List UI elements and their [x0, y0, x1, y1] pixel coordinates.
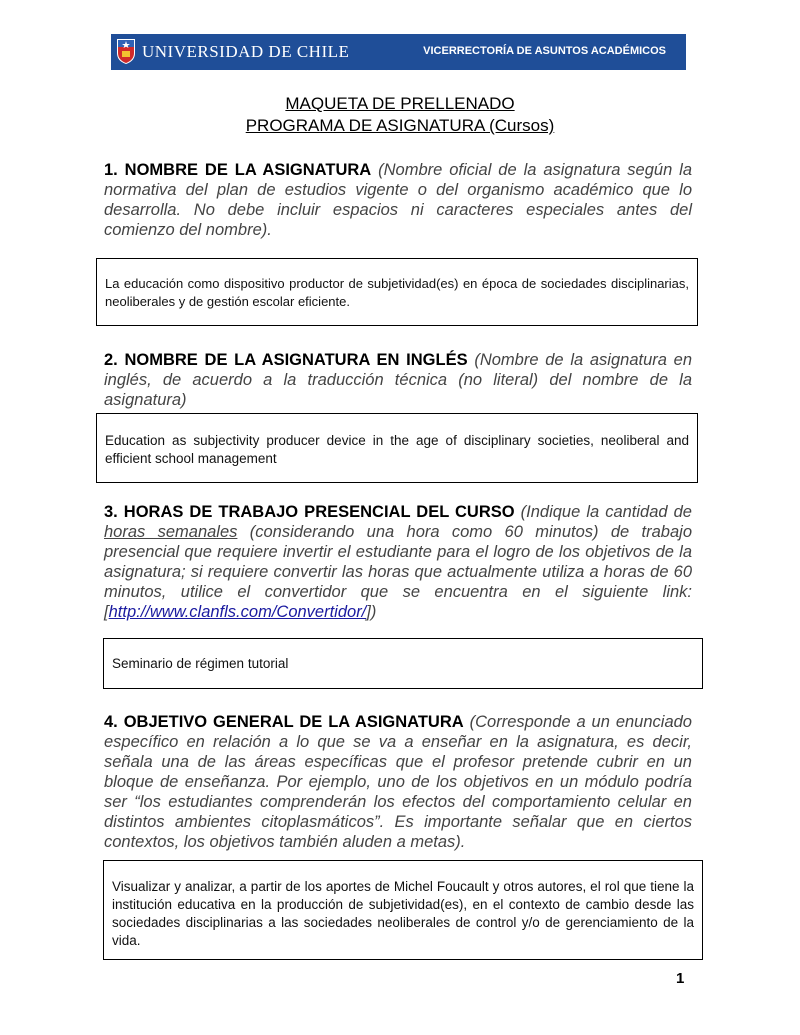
section-description: (Corresponde a un enunciado específico en relación a lo que se va a enseñar en la asignatura, es decir, señala una de las áreas específicas que el profesor pretende cubrir en un bloque de enseñanza. Por ejemplo, uno de los objetivos en un módulo podría ser “los estudiantes comprenderán los efectos del comportamiento celular en distintos ambientes citoplasmáticos”. Es importante señalar que en ciertos contextos, los objetivos también aluden a metas).: [104, 713, 692, 851]
university-shield-icon: [116, 37, 136, 65]
answer-text: La educación como dispositivo productor de subjetividad(es) en época de sociedades disciplinarias, neoliberales y de gestión escolar eficiente.: [105, 276, 689, 309]
section-1-heading: [104, 160, 692, 240]
answer-text: Seminario de régimen tutorial: [112, 656, 289, 671]
document-title: MAQUETA DE PRELLENADO: [285, 94, 515, 113]
vicerrectoria-label: VICERRECTORÍA DE ASUNTOS ACADÉMICOS: [423, 45, 666, 57]
section-description: (Nombre de la asignatura en inglés, de acuerdo a la traducción técnica (no literal) del nombre de la asignatura): [104, 351, 693, 409]
answer-text: Visualizar y analizar, a partir de los aportes de Michel Foucault y otros autores, el rol que tiene la institución educativa en la producción de subjetividad(es), en el contexto de cambio desde las sociedades disciplinarias a las sociedades neoliberales de control y/o de gerenciamiento de la vida.: [112, 879, 694, 948]
section-description: (Nombre oficial de la asignatura según la normativa del plan de estudios vigente o del organismo académico que lo desarrolla. No debe incluir espacios ni caracteres especiales antes del comienzo del nombre).: [104, 161, 692, 239]
underlined-text: horas semanales: [104, 523, 238, 541]
university-name: UNIVERSIDAD DE CHILE: [142, 42, 350, 61]
section-heading: 3. HORAS DE TRABAJO PRESENCIAL DEL CURSO: [104, 503, 515, 521]
header-banner: [111, 34, 686, 70]
answer-box-1: [96, 258, 698, 326]
section-3-heading: [104, 502, 692, 622]
answer-text: Education as subjectivity producer device in the age of disciplinary societies, neoliberal and efficient school management: [105, 433, 689, 466]
answer-box-2: [96, 413, 698, 483]
answer-box-3: [103, 638, 703, 689]
section-description: ]): [366, 603, 377, 621]
section-heading: 4. OBJETIVO GENERAL DE LA ASIGNATURA: [104, 713, 464, 731]
convertidor-link[interactable]: http://www.clanfls.com/Convertidor/: [108, 603, 367, 621]
section-description: (Indique la cantidad de: [520, 503, 692, 521]
document-subtitle: PROGRAMA DE ASIGNATURA (Cursos): [245, 116, 555, 135]
section-2-heading: [104, 350, 692, 410]
answer-box-4: [103, 860, 703, 960]
section-description: (considerando una hora como 60 minutos) de trabajo presencial que requiere invertir el estudiante para el logro de los objetivos de la asignatura; si requiere convertir las horas que actualmente utiliza a horas de 60 minutos, utilice el convertidor que se encuentra en el siguiente link: [: [104, 523, 692, 621]
page-number: 1: [676, 970, 685, 987]
section-heading: 1. NOMBRE DE LA ASIGNATURA: [104, 161, 372, 179]
section-heading: 2. NOMBRE DE LA ASIGNATURA EN INGLÉS: [104, 351, 468, 369]
section-4-heading: [104, 712, 692, 852]
